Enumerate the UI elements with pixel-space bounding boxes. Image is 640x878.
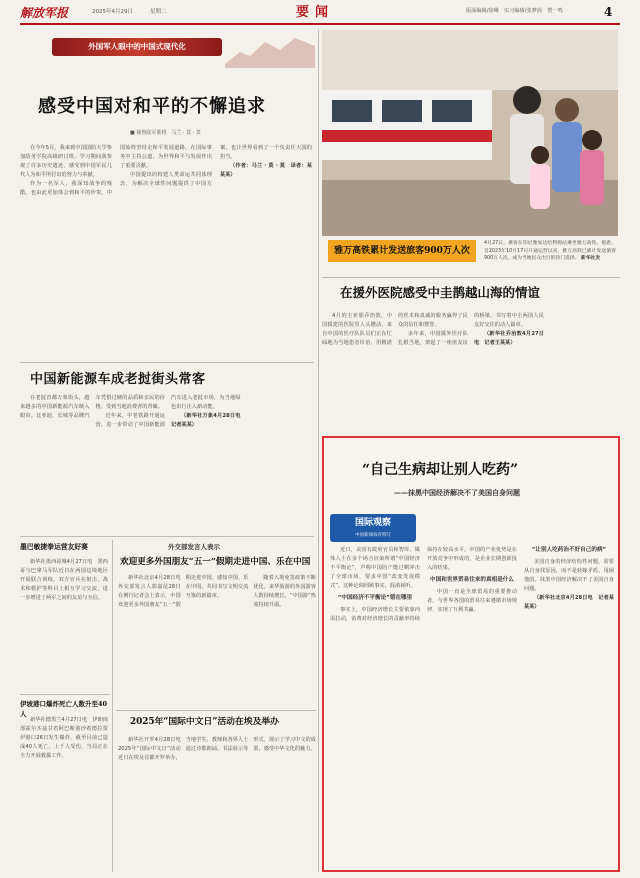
mayday-paragraph: 新华社北京4月28日电 外交部发言人郭嘉昆28日在例行记者会上表示，中国欢迎更多外国朋友“五一”假期走进中国、感知中国、乐在中国，共同书写文明交流互鉴的新篇章。 — [118, 575, 249, 608]
hospital-paragraph: 多年来，中国援外医疗队扎根当地，架起了一座座友谊的桥梁，书写着中圭两国人民友好交往的动人篇章。 — [398, 313, 544, 346]
divider — [20, 362, 314, 363]
brief2-paragraph: 新华社德黑兰4月27日电 伊朗南部霍尔木兹甘省阿巴斯港沙希德拉贾伊港口26日发生爆炸，截至目前已造成40人死亡，上千人受伤，当局正在全力开展救援工作。 — [20, 717, 108, 759]
section-name: 要闻 — [296, 5, 335, 20]
commentary-paragraph: 近日，美国有政府官员和智库、媒体人士在多个场合渲染所谓“中国经济不平衡论”，声称中国的产能过剩冲击了全球市场，要求中国“改变发展模式”。这种论调罔顾事实，混淆视听。 — [330, 547, 420, 589]
commentary-subhead: “中国经济不平衡论”错在哪里 — [337, 595, 413, 601]
masthead — [0, 0, 640, 24]
commentary-title: “自己生病却让别人吃药” — [362, 462, 519, 478]
brief2-title: 伊坡港口爆炸死亡人数升至40人 — [20, 700, 108, 718]
brief2-body — [20, 716, 108, 872]
series-banner-text: 外国军人眼中的中国式现代化 — [88, 42, 186, 51]
photo-caption-text: 4月27日，乘客在印尼雅加达哈利姆站乘坐雅万高铁。据悉，自2023年10月17日开通运营以来，雅万高铁已累计发送旅客900万人次，成为当地民众出行的热门选择。 — [484, 241, 616, 261]
great-wall-icon — [225, 30, 315, 68]
commentary-paragraph: 事实上，中国经济增长主要依靠内需拉动，消费对经济增长的贡献率持续保持在较高水平。中国的产业优势是在开放竞争中形成的，是企业长期创新投入的结果。 — [330, 547, 517, 622]
feature-title: 感受中国对和平的不懈追求 — [38, 96, 266, 117]
editor-line: 版面编辑/徐琳 实习编辑/张梦茜 赞一鸣 — [466, 8, 563, 14]
divider — [116, 710, 316, 711]
feature-author: ■ 秘鲁陆军准将 马兰 · 莫 · 莫 — [130, 130, 201, 136]
mayday-body — [118, 574, 316, 680]
photo-illustration — [322, 30, 618, 236]
commentary-subhead: “让别人吃药治不好自己的病” — [531, 547, 607, 553]
divider — [20, 694, 110, 695]
hospital-body — [322, 312, 620, 430]
commentary-footer: （新华社北京4月28日电 记者某某某） — [524, 595, 614, 610]
masthead-rule — [20, 23, 620, 25]
yearcn-title: 2025年“国际中文日”活动在埃及举办 — [130, 717, 279, 727]
yearcn-paragraph: 新华社开罗4月28日电 2025年“国际中文日”活动近日在埃及首都开罗举办，当地学生、教师和各界人士通过诗歌朗诵、书法展示等形式，展示了学习中文的成果，感受中华文化的魅力。 — [118, 737, 316, 761]
divider — [318, 30, 319, 872]
badge-title: 国际观察 — [354, 518, 391, 528]
feature-paragraph: 在今年5月，我来到中国国防大学参加防务学院高级研讨班，学习期间我参观了许多历史遗迹，感受到中国军民几代人为和平所付出的努力与奉献。 — [20, 145, 112, 178]
series-banner — [52, 38, 222, 56]
commentary-body — [330, 546, 614, 868]
divider — [322, 277, 620, 278]
yearcn-body — [118, 736, 316, 872]
commentary-paragraph: 美国自身的经济结构性问题，需要从自身找原因，而不是转嫁矛盾、甩锅他国。抹黑中国经济解决不了美国自身问题。 — [524, 559, 614, 592]
hospital-footer: （新华社乔治敦4月27日电 记者王某某） — [474, 331, 544, 346]
commentary-subhead: 中国和世界贸易往来的真相是什么 — [430, 577, 514, 583]
badge-subtitle: 中国新闻每有特写 — [355, 533, 391, 538]
nev-title: 中国新能源车成老挝街头常客 — [30, 372, 206, 387]
brief1-title: 墨巴敏捷拳运营友好赛 — [20, 543, 88, 551]
paper-name: 解放军报 — [20, 6, 69, 20]
series-decor — [225, 30, 315, 68]
feature-footer: （作者：马兰 · 莫 · 莫 译者：某某某） — [220, 163, 312, 178]
issue-weekday: 星期二 — [150, 9, 167, 15]
photo-title: 雅万高铁累计发送旅客900万人次 — [334, 246, 470, 256]
divider — [20, 536, 314, 537]
nev-paragraph: 在老挝首都万象街头，越来越多的中国新能源汽车映入眼帘。比亚迪、长城等品牌汽车凭借过硬的品质和亲民的价格，受到当地消费者的青睐。 — [20, 395, 165, 419]
nev-body — [20, 394, 316, 530]
photo-credit: 新华社发 — [581, 256, 601, 261]
commentary-box — [322, 436, 620, 872]
issue-date: 2025年4月29日 — [92, 9, 133, 15]
divider — [112, 540, 113, 872]
brief1-body — [20, 558, 108, 684]
news-photo — [322, 30, 618, 236]
feature-paragraph: 作为一名军人，我深知战争的残酷，也由此更加体会到和平的珍贵。中国始终坚持走和平发展道路，在国际事务中主持公道，为世界和平与发展作出了重要贡献。 — [20, 145, 212, 196]
brief1-paragraph: 新华社墨西哥城4月27日电 墨西哥与巴拿马军队近日在两国边境地区开展联合训练，双方官兵在射击、战术和救护等科目上相互学习交流，进一步增进了两军之间的友谊与互信。 — [20, 559, 108, 601]
photo-caption — [484, 240, 616, 270]
page-number: 4 — [604, 5, 613, 19]
hospital-title: 在援外医院感受中圭鹊越山海的情谊 — [340, 285, 541, 300]
commentary-paragraph: 中国一直是全球贸易的重要推动者，与世界各国的贸易往来遵循市场规律，实现了互利共赢。 — [427, 589, 517, 613]
mayday-kicker: 外交部发言人表示 — [168, 543, 220, 551]
photo-title-box — [328, 240, 476, 262]
mayday-title: 欢迎更多外国朋友“五一”假期走进中国、乐在中国 — [120, 557, 311, 567]
feature-paragraph: 中国提出的构建人类命运共同体理念，为解决全球性问题提供了中国方案，也让世界看到了一个负责任大国的担当。 — [120, 145, 312, 187]
hospital-paragraph: 4月的圭亚那乔治敦，中国援建的医院里人头攒动，来自中国的医疗队队员们正在忙碌地为当地患者诊治，用精湛的医术和真诚的服务赢得了民众的信任和赞誉。 — [322, 313, 468, 346]
commentary-subtitle: ——抹黑中国经济解决不了美国自身问题 — [394, 489, 520, 497]
nev-paragraph: 近年来，中老铁路开通运营，进一步带动了中国新能源汽车进入老挝市场，为当地绿色出行注入新动能。 — [95, 395, 241, 428]
feature-body — [20, 144, 312, 356]
commentary-badge — [330, 514, 416, 542]
mayday-paragraph: 随着入境免签政策不断优化，来华旅游的外国游客人数持续增长，“中国游”热度持续升温。 — [253, 575, 316, 608]
nev-footer: （新华社万象4月28日电 记者某某） — [171, 413, 246, 428]
